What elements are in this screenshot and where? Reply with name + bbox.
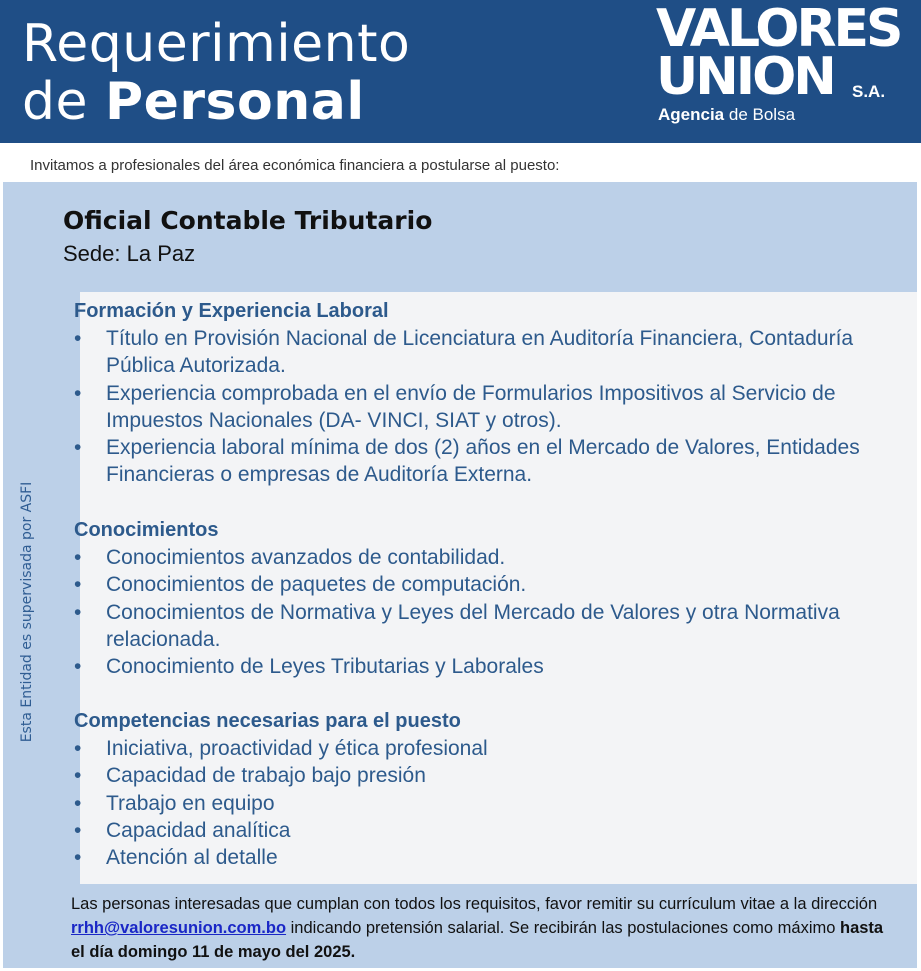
job-site: Sede: La Paz — [63, 241, 196, 266]
list-item — [74, 325, 886, 380]
bullet-mark: • — [74, 764, 82, 788]
title-line-2-bold: Personal — [105, 72, 365, 132]
header-banner — [0, 0, 921, 143]
bullet-mark: • — [74, 573, 82, 597]
list-item — [74, 817, 886, 844]
intro-text: Invitamos a profesionales del área económica financiera a postularse al puesto: — [30, 157, 560, 174]
list-item — [74, 599, 886, 654]
bullet-mark: • — [74, 600, 82, 624]
section-heading: Conocimientos — [74, 519, 219, 541]
requirements-list — [74, 735, 886, 871]
section-conocimientos — [74, 517, 886, 680]
bullet-mark: • — [74, 436, 82, 460]
list-item-text: Conocimientos de Normativa y Leyes del Mercado de Valores y otra Normativa relacionada. — [106, 600, 840, 651]
list-item-text: Capacidad de trabajo bajo presión — [106, 764, 426, 788]
bullet-mark: • — [74, 381, 82, 405]
list-item — [74, 544, 886, 571]
list-item-text: Conocimiento de Leyes Tributarias y Laborales — [106, 655, 544, 679]
list-item — [74, 380, 886, 435]
bullet-mark: • — [74, 546, 82, 569]
logo-word-valores: VALORES — [656, 0, 901, 59]
title-band — [3, 182, 917, 292]
list-item-text: Capacidad analítica — [106, 818, 291, 842]
list-item — [74, 762, 886, 789]
title-line-2-prefix: de — [22, 72, 88, 132]
logo-tagline-bold: Agencia — [658, 105, 725, 124]
title-line-2 — [22, 72, 410, 132]
email-link[interactable]: rrhh@valoresunion.com.bo — [71, 919, 287, 937]
application-instructions — [71, 892, 901, 964]
deadline-text: hasta el día domingo 11 de mayo del 2025. — [71, 919, 884, 961]
footer-text-2: indicando pretensión salarial. Se recibirán las postulaciones como máximo — [286, 919, 840, 937]
supervision-note: Esta Entidad es supervisada por ASFI — [19, 481, 35, 743]
logo-tagline — [658, 105, 795, 125]
section-competencias — [74, 708, 886, 871]
title-line-1: Requerimiento — [22, 14, 411, 74]
logo-suffix: S.A. — [852, 82, 886, 101]
bullet-mark: • — [74, 818, 82, 842]
job-title: Oficial Contable Tributario — [63, 206, 433, 235]
list-item — [74, 844, 886, 871]
job-frame — [3, 182, 917, 968]
section-heading: Formación y Experiencia Laboral — [74, 300, 389, 322]
requirements-list — [74, 544, 886, 680]
list-item — [74, 653, 886, 680]
footer-text-1: Las personas interesadas que cumplan con todos los requisitos, favor remitir su currículum vitae a la dirección — [71, 895, 878, 913]
section-formacion — [74, 298, 886, 489]
section-heading: Competencias necesarias para el puesto — [74, 710, 461, 732]
bullet-mark: • — [74, 655, 82, 679]
bullet-mark: • — [74, 327, 82, 350]
bullet-mark: • — [74, 737, 82, 760]
list-item — [74, 735, 886, 762]
list-item-text: Trabajo en equipo — [106, 791, 275, 815]
list-item-text: Iniciativa, proactividad y ética profesional — [106, 737, 488, 760]
requirements-list — [74, 325, 886, 489]
list-item-text: Título en Provisión Nacional de Licenciatura en Auditoría Financiera, Contaduría Pública Autorizada. — [106, 327, 854, 378]
list-item-text: Experiencia laboral mínima de dos (2) años en el Mercado de Valores, Entidades Financieras o empresas de Auditoría Externa. — [106, 436, 860, 487]
list-item — [74, 790, 886, 817]
bullet-mark: • — [74, 791, 82, 815]
list-item — [74, 571, 886, 598]
logo-tagline-rest: de Bolsa — [728, 105, 796, 124]
list-item-text: Experiencia comprobada en el envío de Formularios Impositivos al Servicio de Impuestos Nacionales (DA- VINCI, SIAT y otros). — [106, 381, 836, 432]
list-item-text: Conocimientos de paquetes de computación. — [106, 573, 527, 597]
bullet-mark: • — [74, 846, 82, 870]
logo-word-union: UNION — [656, 47, 834, 107]
company-logo — [656, 0, 906, 129]
list-item-text: Conocimientos avanzados de contabilidad. — [106, 546, 506, 569]
list-item — [74, 434, 886, 489]
page-title — [22, 14, 410, 132]
list-item-text: Atención al detalle — [106, 846, 278, 870]
